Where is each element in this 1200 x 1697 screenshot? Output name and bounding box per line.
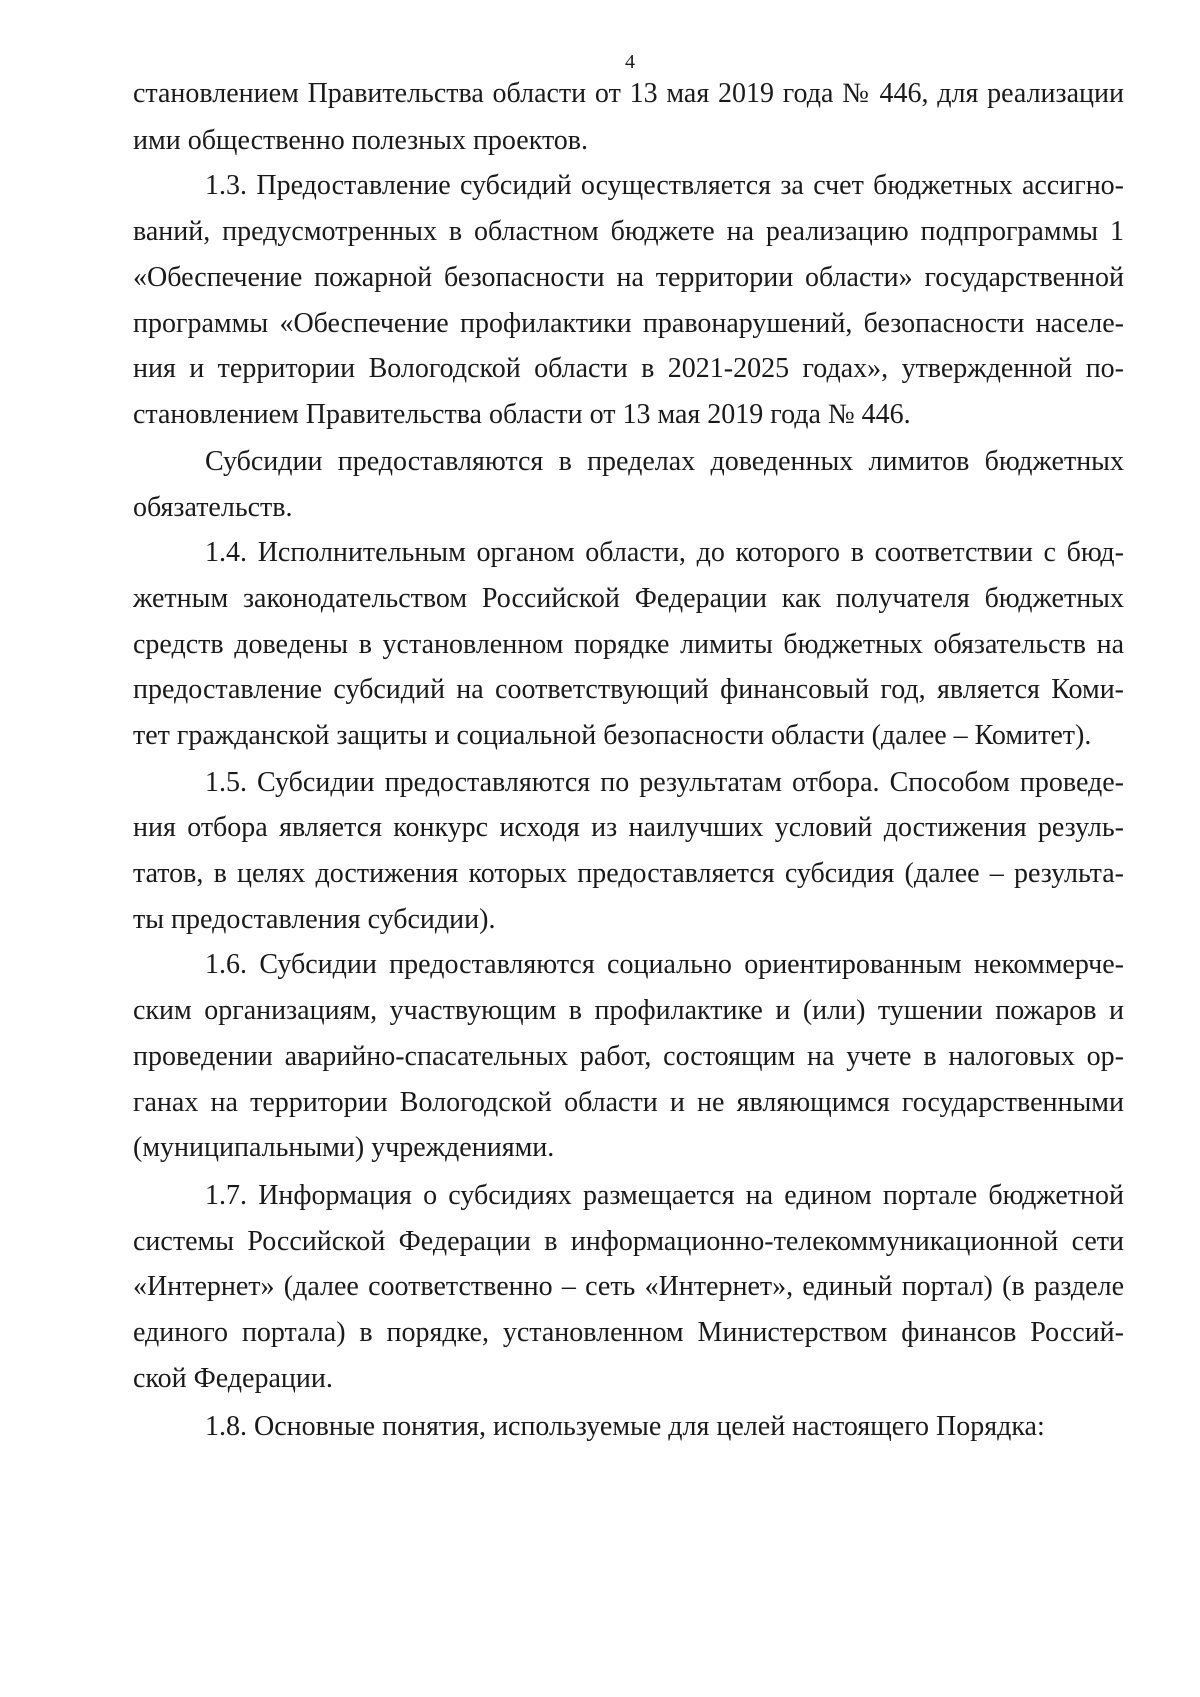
text-line: татов, в целях достижения которых предоставляется субсидия (далее – результа- <box>133 858 1124 889</box>
text-line: 1.8. Основные понятия, используемые для целей настоящего Порядка: <box>205 1411 1045 1442</box>
text-line: ими общественно полезных проектов. <box>133 125 589 156</box>
text-line: предоставление субсидий на соответствующий финансовый год, является Коми- <box>133 674 1124 705</box>
text-line: обязательств. <box>133 492 293 523</box>
text-line: программы «Обеспечение профилактики правонарушений, безопасности населе- <box>133 308 1124 339</box>
text-line: ты предоставления субсидии). <box>133 904 496 935</box>
text-line: 1.3. Предоставление субсидий осуществляется за счет бюджетных ассигно- <box>205 170 1124 201</box>
text-line: ским организациям, участвующим в профилактике и (или) тушении пожаров и <box>133 995 1124 1026</box>
document-body <box>133 0 1124 1697</box>
text-line: ния отбора является конкурс исходя из наилучших условий достижения резуль- <box>133 812 1124 843</box>
text-line: тет гражданской защиты и социальной безопасности области (далее – Комитет). <box>133 720 1092 751</box>
text-line: единого портала) в порядке, установленном Министерством финансов Россий- <box>133 1317 1124 1348</box>
text-line: «Интернет» (далее соответственно – сеть «Интернет», единый портал) (в разделе <box>133 1271 1124 1302</box>
text-line: средств доведены в установленном порядке лимиты бюджетных обязательств на <box>133 629 1124 660</box>
text-line: становлением Правительства области от 13 мая 2019 года № 446. <box>133 399 911 430</box>
text-line: «Обеспечение пожарной безопасности на территории области» государственной <box>133 262 1124 293</box>
text-line: ганах на территории Вологодской области и не являющимся государственными <box>133 1087 1124 1118</box>
text-line: проведении аварийно-спасательных работ, состоящим на учете в налоговых ор- <box>133 1041 1124 1072</box>
text-line: ской Федерации. <box>133 1363 333 1394</box>
text-line: ваний, предусмотренных в областном бюджете на реализацию подпрограммы 1 <box>133 216 1124 247</box>
text-line: становлением Правительства области от 13 мая 2019 года № 446, для реализации <box>133 78 1124 109</box>
text-line: 1.7. Информация о субсидиях размещается на едином портале бюджетной <box>205 1180 1124 1211</box>
text-line: системы Российской Федерации в информационно-телекоммуникационной сети <box>133 1226 1124 1257</box>
text-line: 1.4. Исполнительным органом области, до которого в соответствии с бюд- <box>205 537 1124 568</box>
page-number: 4 <box>625 51 635 73</box>
text-line: 1.5. Субсидии предоставляются по результатам отбора. Способом проведе- <box>205 767 1124 798</box>
text-line: жетным законодательством Российской Федерации как получателя бюджетных <box>133 583 1124 614</box>
text-line: (муниципальными) учреждениями. <box>133 1132 555 1163</box>
text-line: ния и территории Вологодской области в 2021-2025 годах», утвержденной по- <box>133 353 1124 384</box>
text-line: Субсидии предоставляются в пределах доведенных лимитов бюджетных <box>205 446 1124 477</box>
text-line: 1.6. Субсидии предоставляются социально ориентированным некоммерче- <box>205 949 1124 980</box>
